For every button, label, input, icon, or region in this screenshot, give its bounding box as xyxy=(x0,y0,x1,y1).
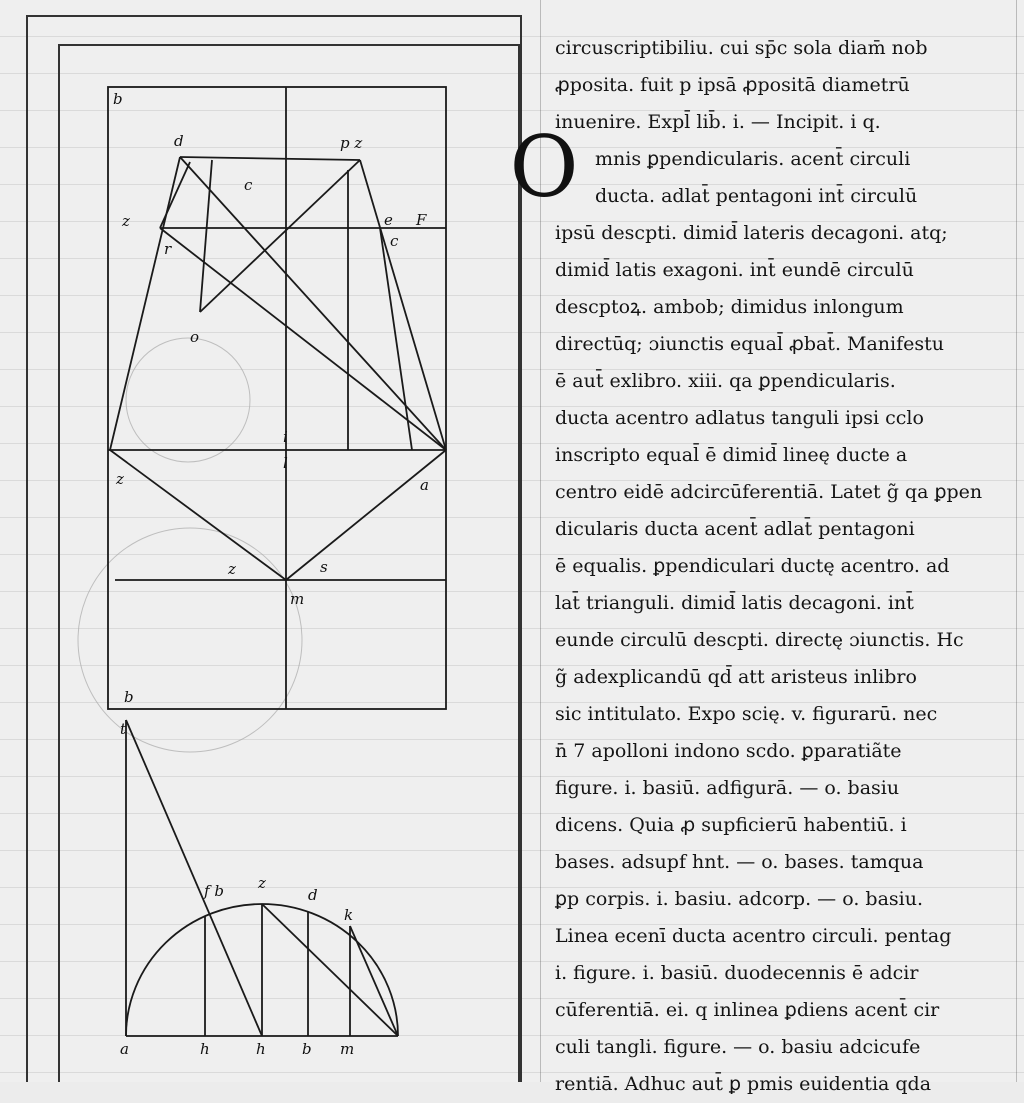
text-line: bases. adsupf hnt. — o. bases. tamqua xyxy=(555,851,924,873)
label-d-arc: d xyxy=(308,886,318,904)
text-line: g̃ adexplicandū qd̄ att aristeus inlibro xyxy=(555,666,917,688)
text-line: directūq; ɔiunctis equal̄ ꝓbat̄. Manifestu xyxy=(555,333,945,355)
text-line: ē aut̄ exlibro. xiii. qa ꝑpendicularis. xyxy=(555,370,896,392)
text-line: mnis ꝑpendicularis. acent̄ circuli xyxy=(595,148,911,170)
label-r: r xyxy=(164,240,172,258)
text-line: eunde circulū descpti. directę ɔiunctis. Hc xyxy=(555,629,964,651)
label-o: o xyxy=(190,328,200,346)
text-line: dimid̄ latis exagoni. int̄ eundē circulū xyxy=(555,259,914,281)
label-e: e xyxy=(384,211,393,229)
label-t: t xyxy=(120,720,127,738)
decorated-initial: O xyxy=(509,118,579,216)
text-line: rentiā. Adhuc aut̄ ꝑ pmis euidentia qda xyxy=(555,1073,932,1095)
label-m: m xyxy=(290,590,305,608)
label-m-base: m xyxy=(340,1040,355,1058)
text-line: descptoꝝ. ambob; dimidus inlongum xyxy=(555,296,904,318)
text-line: centro eidē adcircūferentiā. Latet g̃ qa ꝑpen xyxy=(555,481,983,503)
text-line: dicularis ducta acent̄ adlat̄ pentagoni xyxy=(555,518,915,540)
label-b: b xyxy=(113,90,123,108)
label-z-bottom: z xyxy=(228,560,236,578)
label-z: z xyxy=(122,212,130,230)
label-c: c xyxy=(244,176,253,194)
text-line: ducta acentro adlatus tanguli ipsi cclo xyxy=(555,407,924,429)
text-line: inuenire. Expl̄ lib̄. i. — Incipit. i q. xyxy=(555,111,881,133)
label-c-right: c xyxy=(390,232,399,250)
text-line: ipsū descpti. dimid̄ lateris decagoni. atq; xyxy=(555,222,948,244)
text-line: inscripto equal̄ ē dimid̄ lineę ducte a xyxy=(555,444,908,466)
label-k: k xyxy=(344,906,354,924)
label-d: d xyxy=(174,132,184,150)
label-fb: f b xyxy=(204,882,224,900)
label-b-bottom: b xyxy=(124,688,134,706)
label-h2: h xyxy=(256,1040,266,1058)
ruling-line xyxy=(1016,0,1017,1082)
label-l: l xyxy=(283,454,288,472)
text-line: sic intitulato. Expo scię. v. figurarū. nec xyxy=(555,703,938,725)
text-line: ducta. adlat̄ pentagoni int̄ circulū xyxy=(595,185,918,207)
text-line: ē equalis. ꝑpendiculari ductę acentro. ad xyxy=(555,555,950,577)
label-z-arc: z xyxy=(258,874,266,892)
label-z-lower: z xyxy=(116,470,124,488)
label-a: a xyxy=(420,476,429,494)
text-line: lat̄ trianguli. dimid̄ latis decagoni. int̄ xyxy=(555,592,914,614)
text-line: Linea ecenī ducta acentro circuli. pentag xyxy=(555,925,952,947)
label-s: s xyxy=(320,558,328,576)
label-f: F xyxy=(416,211,427,229)
label-h1: h xyxy=(200,1040,210,1058)
text-line: n̄ 7 apolloni indono scdo. ꝑparatiãte xyxy=(555,740,902,762)
label-pz: p z xyxy=(340,134,363,152)
text-line: dicens. Quia ꝓ supficierū habentiū. i xyxy=(555,814,907,836)
label-b-base: b xyxy=(302,1040,312,1058)
text-line: ꝑp corpis. i. basiu. adcorp. — o. basiu. xyxy=(555,888,923,910)
text-line: figure. i. basiū. adfigurā. — o. basiu xyxy=(555,777,900,799)
text-line: ꝓposita. fuit p ipsā ꝓpositā diametrū xyxy=(555,74,910,96)
label-i: i xyxy=(283,428,288,446)
text-line: i. figure. i. basiū. duodecennis ē adcir xyxy=(555,962,919,984)
text-line: cūferentiā. ei. q inlinea ꝑdiens acent̄ cir xyxy=(555,999,940,1021)
text-line: circuscriptibiliu. cui sp̄c sola diam̄ nob xyxy=(555,37,928,59)
text-line: culi tangli. figure. — o. basiu adcicufe xyxy=(555,1036,921,1058)
label-a-base: a xyxy=(120,1040,129,1058)
